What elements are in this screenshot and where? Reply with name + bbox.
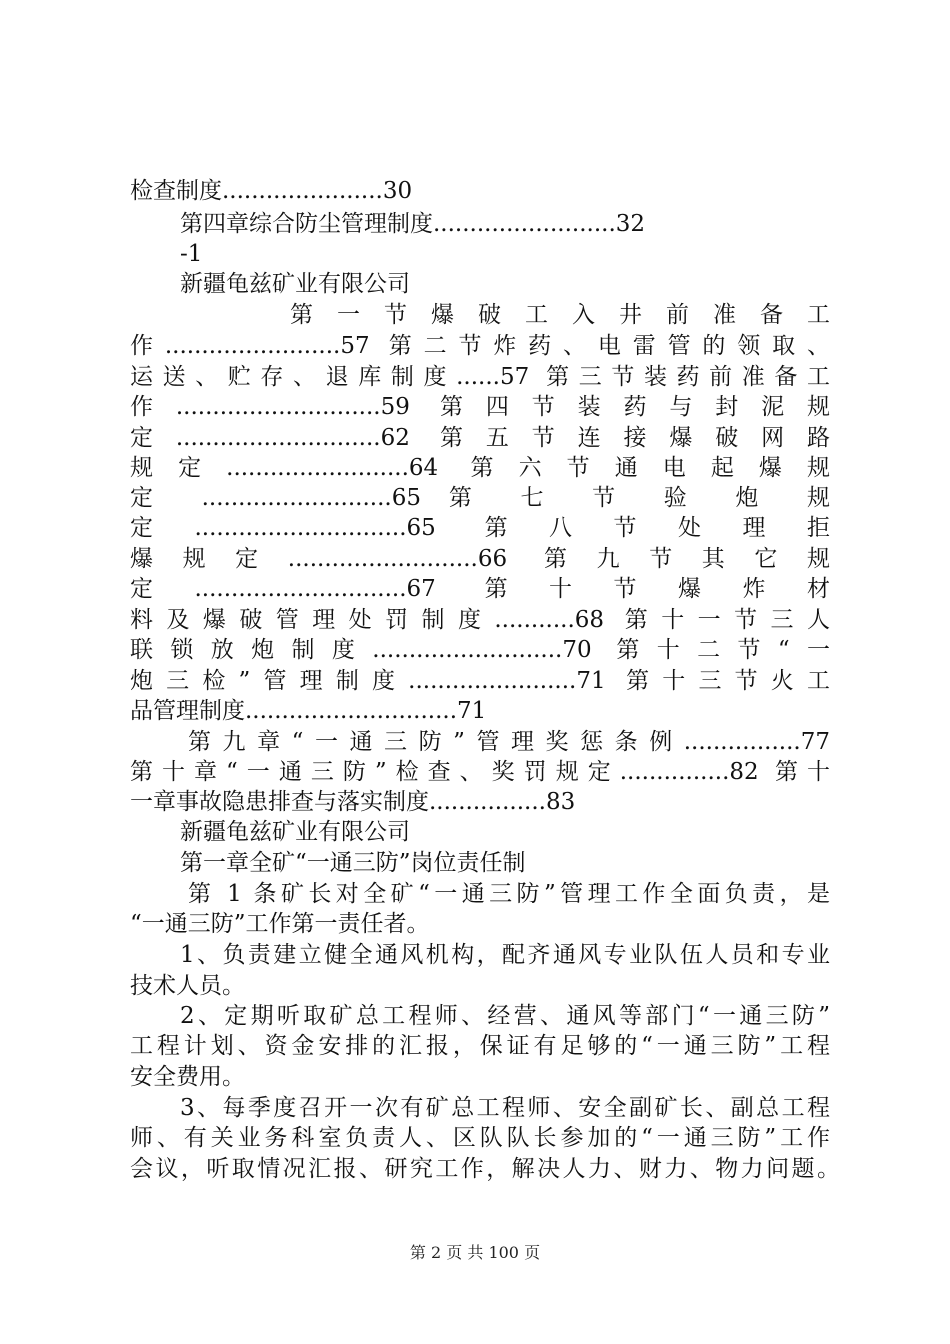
body-paragraph-line: 会议，听取情况汇报、研究工作，解决人力、财力、物力问题。 — [130, 1156, 840, 1182]
body-paragraph-line: 师、有关业务科室负责人、区队队长参加的“一通三防”工作 — [130, 1125, 830, 1151]
company-header: 新疆龟兹矿业有限公司 — [180, 271, 410, 297]
body-paragraph-line: “一通三防”工作第一责任者。 — [130, 911, 430, 937]
toc-line: 运送、贮存、退库制度......57 第三节装药前准备工 — [130, 364, 830, 390]
toc-line: 一章事故隐患排查与落实制度................83 — [130, 789, 576, 815]
toc-line: 炮三检”管理制度.......................71 第十三节火工 — [130, 668, 830, 694]
toc-line: 品管理制度.............................71 — [130, 698, 487, 724]
toc-line: 作........................57 第二节炸药、电雷管的领取、 — [130, 333, 830, 359]
toc-line: 料及爆破管理处罚制度...........68 第十一节三人 — [130, 607, 830, 633]
toc-line: 定.............................67 第十节爆炸材 — [130, 576, 830, 602]
toc-line: 第 一 节 爆 破 工 入 井 前 准 备 工 — [290, 302, 830, 328]
toc-line: 定.............................65 第八节处理拒 — [130, 515, 830, 541]
toc-line: 检查制度......................30 — [130, 178, 413, 204]
toc-line: 爆规定..........................66 第九节其它规 — [130, 546, 830, 572]
body-paragraph-line: 安全费用。 — [130, 1064, 245, 1090]
page-marker: -1 — [180, 241, 203, 267]
body-paragraph-line: 1、负责建立健全通风机构，配齐通风专业队伍人员和专业 — [180, 942, 830, 968]
toc-line: 第十章“一通三防”检查、奖罚规定...............82 第十 — [130, 759, 830, 785]
body-paragraph-line: 工程计划、资金安排的汇报，保证有足够的“一通三防”工程 — [130, 1033, 830, 1059]
body-paragraph-line: 2、定期听取矿总工程师、经营、通风等部门“一通三防” — [180, 1003, 830, 1029]
toc-line: 联锁放炮制度..........................70 第十二节“一 — [130, 637, 830, 663]
toc-line: 第四章综合防尘管理制度.........................32 — [180, 211, 646, 237]
chapter-title: 第一章全矿“一通三防”岗位责任制 — [180, 850, 526, 876]
body-paragraph-line: 第 1 条矿长对全矿“一通三防”管理工作全面负责，是 — [188, 881, 830, 907]
page-number-footer: 第 2 页 共 100 页 — [409, 1243, 541, 1262]
toc-line: 定 ..........................65 第 七 节 验 炮 规 — [130, 485, 830, 511]
company-header: 新疆龟兹矿业有限公司 — [180, 819, 410, 845]
body-paragraph-line: 3、每季度召开一次有矿总工程师、安全副矿长、副总工程 — [180, 1095, 830, 1121]
toc-line: 规定.........................64 第六节通电起爆规 — [130, 455, 830, 481]
body-paragraph-line: 技术人员。 — [130, 973, 245, 999]
toc-line: 作............................59 第四节装药与封泥规 — [130, 394, 830, 420]
toc-line: 定............................62 第五节连接爆破网路 — [130, 425, 830, 451]
toc-line: 第九章“一通三防”管理奖惩条例................77 — [188, 729, 830, 755]
